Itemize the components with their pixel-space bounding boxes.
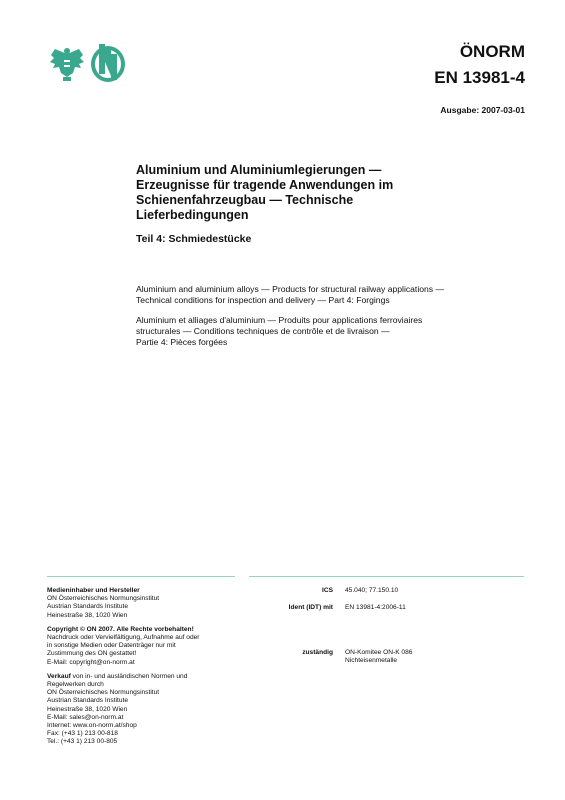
french-title-line: Partie 4: Pièces forgées	[136, 337, 228, 347]
german-title	[136, 163, 456, 223]
ics-label: ICS	[322, 587, 333, 594]
committee-value	[345, 649, 525, 665]
standard-number: EN 13981-4	[434, 68, 525, 87]
english-title	[136, 284, 496, 306]
standard-name: ÖNORM	[459, 42, 525, 61]
sales-heading-rest: von in- und ausländischen Normen und	[70, 672, 188, 680]
publisher-line: ON Österreichisches Normungsinstitut	[47, 595, 160, 603]
sales-internet: Internet: www.on-norm.at/shop	[47, 722, 137, 730]
publisher-block	[47, 587, 247, 620]
committee-line: Nichteisenmetalle	[345, 657, 398, 665]
french-title-line: structurales — Conditions techniques de contrôle et de livraison —	[136, 326, 390, 336]
french-title-line: Aluminium et alliages d'aluminium — Produits pour applications ferroviaires	[136, 315, 423, 325]
sales-email: E-Mail: sales@on-norm.at	[47, 713, 124, 721]
sales-heading: Verkauf	[47, 672, 71, 680]
copyright-line: Zustimmung des ON gestattet!	[47, 650, 137, 658]
copyright-line: in sonstige Medien oder Datenträger nur mit	[47, 642, 176, 650]
publisher-heading: Medieninhaber und Hersteller	[47, 587, 140, 594]
german-part-title: Teil 4: Schmiedestücke	[136, 233, 252, 245]
english-title-line: Technical conditions for inspection and delivery — Part 4: Forgings	[136, 295, 390, 305]
ics-value: 45.040; 77.150.10	[345, 587, 399, 594]
sales-line: Austrian Standards Institute	[47, 697, 129, 705]
publisher-info	[47, 587, 247, 753]
divider-left	[47, 576, 235, 577]
english-title-line: Aluminium and aluminium alloys — Products for structural railway applications —	[136, 284, 445, 294]
german-title-line: Erzeugnisse für tragende Anwendungen im	[136, 178, 394, 192]
sales-fax: Fax: (+43 1) 213 00-818	[47, 730, 118, 738]
german-title-line: Aluminium und Aluminiumlegierungen —	[136, 163, 382, 177]
sales-line: Regelwerken durch	[47, 681, 104, 689]
sales-phone: Tel.: (+43 1) 213 00-805	[47, 738, 118, 746]
publisher-line: Heinestraße 38, 1020 Wien	[47, 611, 128, 619]
austrian-eagle-logo	[47, 43, 87, 83]
copyright-line: Nachdruck oder Vervielfältigung, Aufnahme auf oder	[47, 634, 200, 642]
sales-line: Heinestraße 38, 1020 Wien	[47, 705, 128, 713]
sales-block	[47, 673, 247, 747]
french-title	[136, 315, 496, 348]
copyright-heading: Copyright © ON 2007. Alle Rechte vorbehalten!	[47, 625, 194, 633]
on-norm-logo	[90, 42, 126, 82]
ident-value: EN 13981-4:2006-11	[345, 604, 406, 611]
publisher-line: Austrian Standards Institute	[47, 603, 129, 611]
copyright-block	[47, 626, 247, 667]
divider-right	[249, 576, 524, 577]
issue-date: Ausgabe: 2007-03-01	[440, 105, 525, 115]
german-title-line: Lieferbedingungen	[136, 208, 249, 222]
committee-label: zuständig	[302, 649, 333, 656]
german-title-line: Schienenfahrzeugbau — Technische	[136, 193, 354, 207]
sales-line: ON Österreichisches Normungsinstitut	[47, 689, 160, 697]
ident-label: Ident (IDT) mit	[288, 604, 333, 611]
committee-line: ON-Komitee ON-K 086	[345, 649, 413, 656]
copyright-email: E-Mail: copyright@on-norm.at	[47, 658, 135, 666]
